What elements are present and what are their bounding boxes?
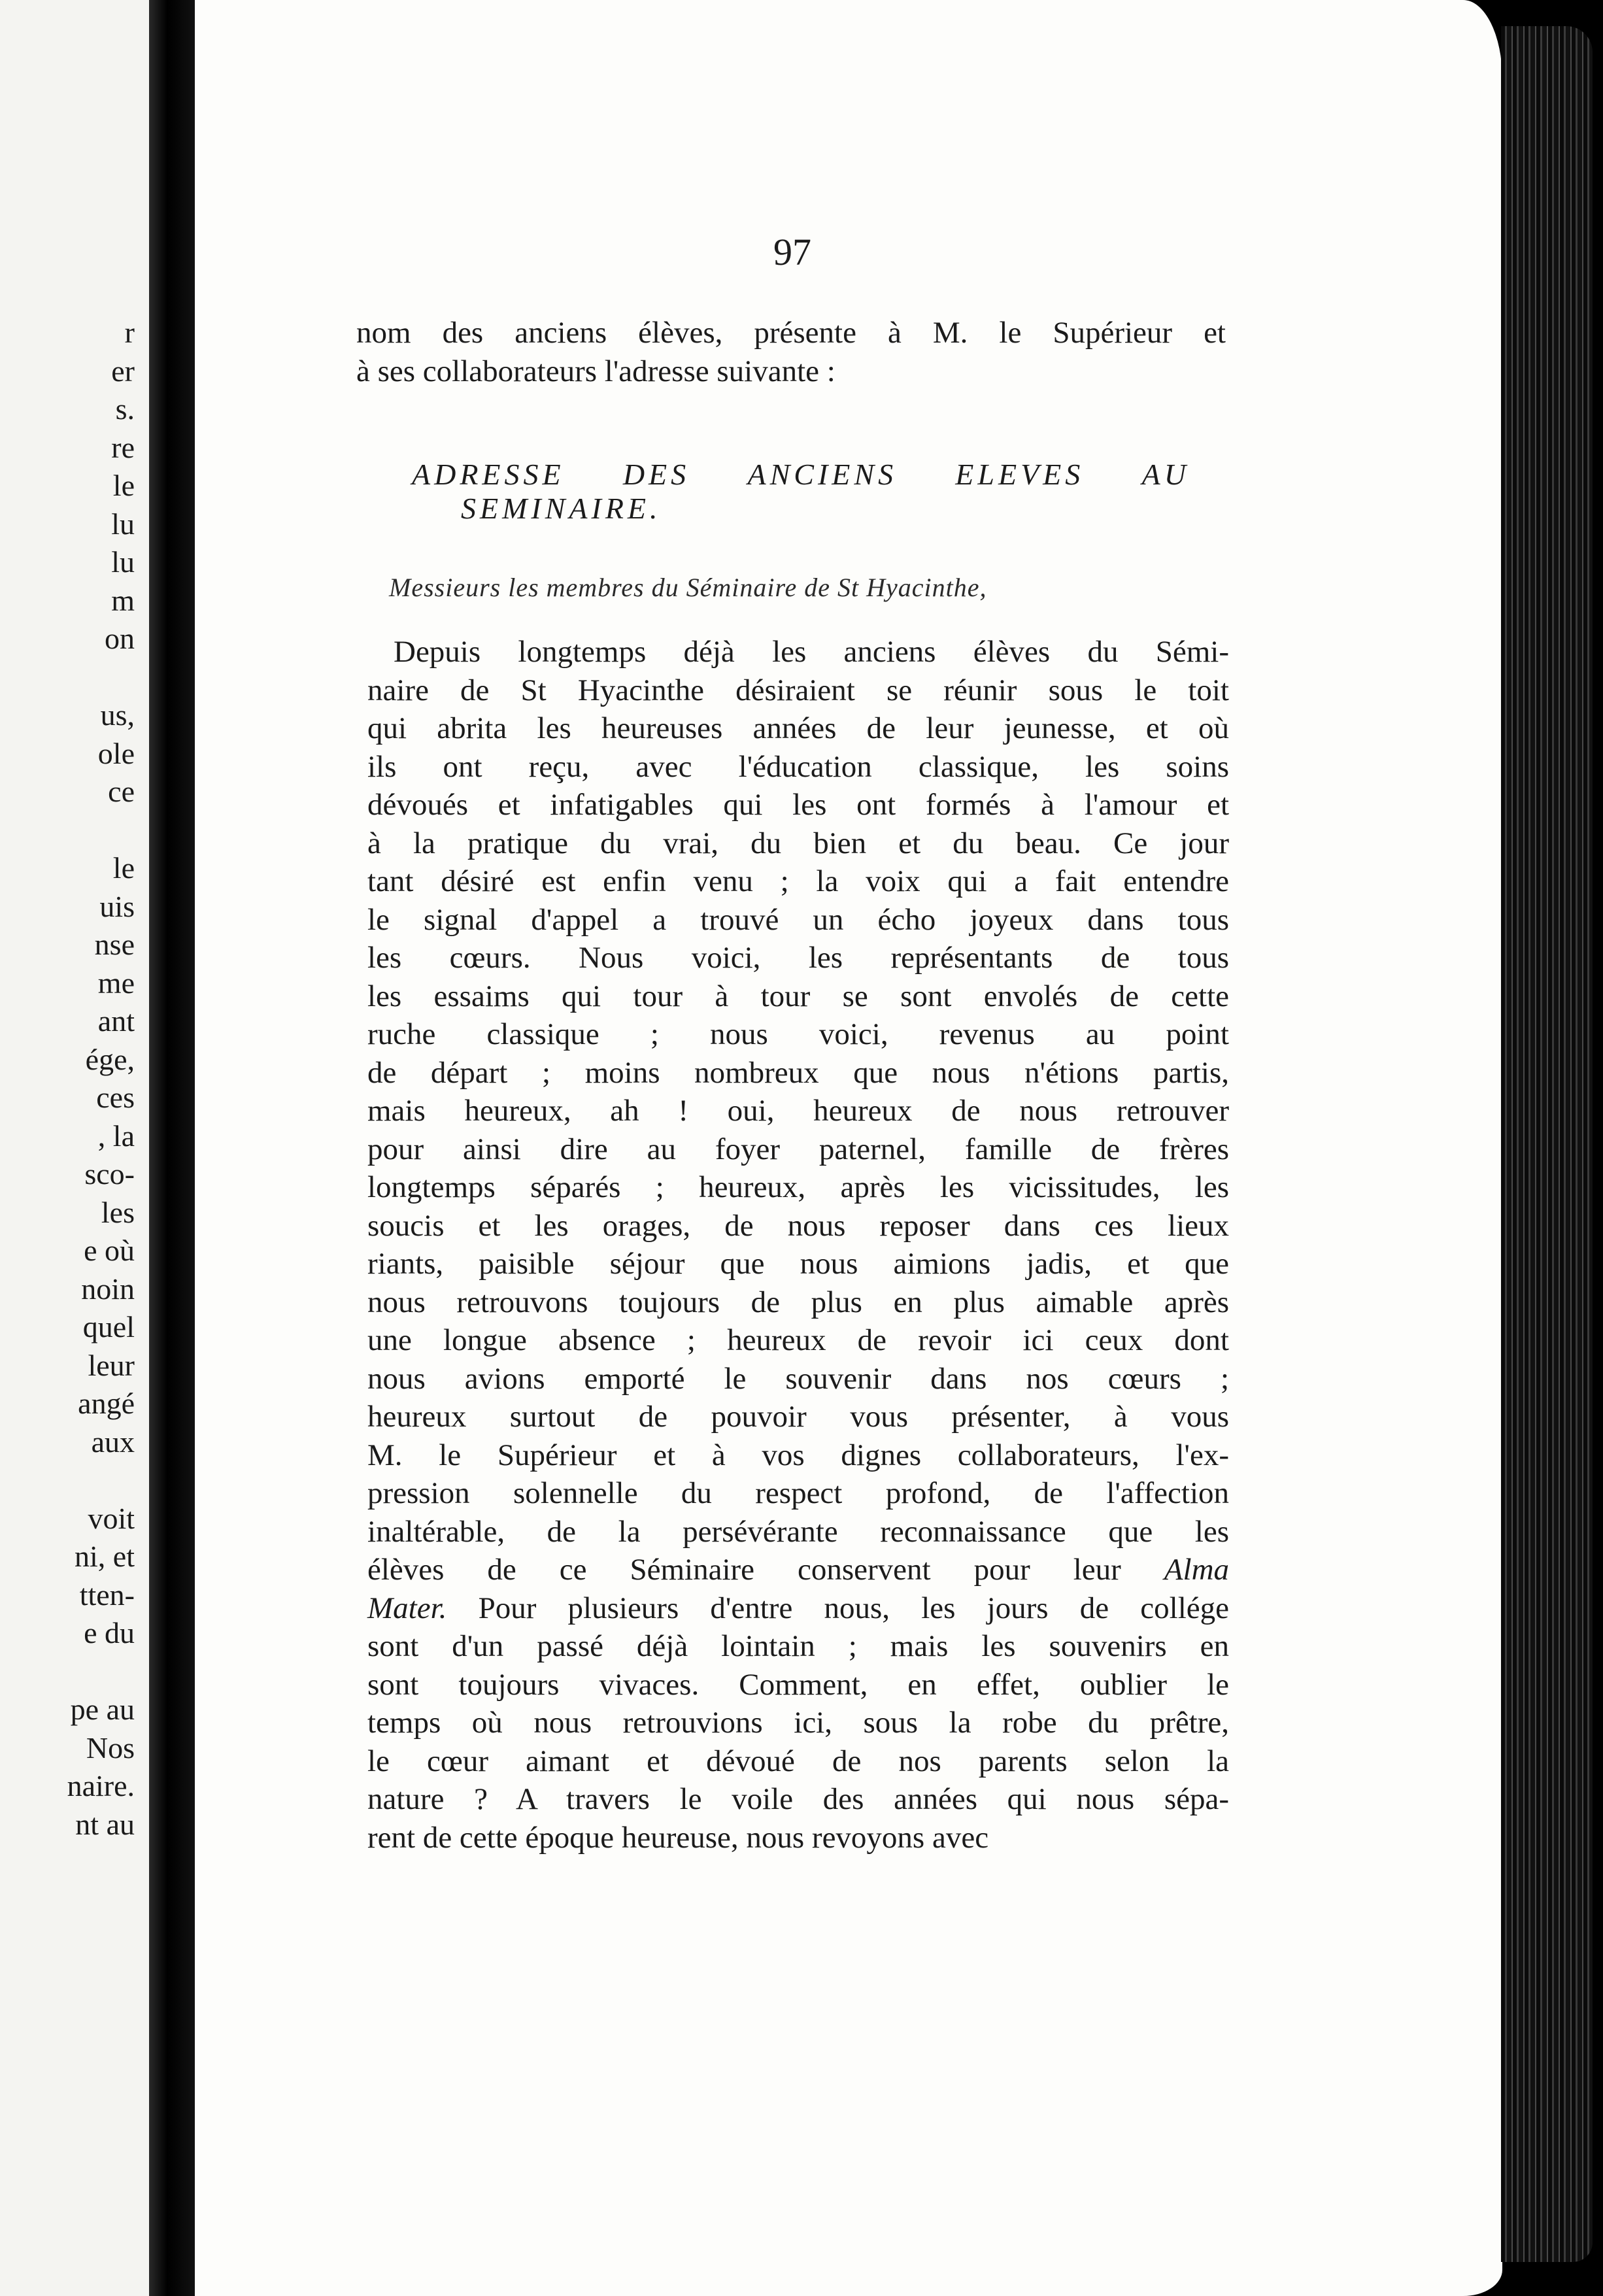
left-page-fragment: s.	[115, 392, 135, 426]
left-page-fragment: noin	[81, 1272, 135, 1306]
left-page-fragment: lu	[111, 507, 135, 541]
left-page-fragment: leur	[88, 1348, 135, 1382]
text-line: le cœur aimant et dévoué de nos parents selon la	[367, 1744, 1229, 1778]
text-line	[367, 1589, 1229, 1628]
text-line: nous retrouvons toujours de plus en plus aimable après	[367, 1285, 1229, 1319]
text-line: les essaims qui tour à tour se sont envolés de cette	[367, 979, 1229, 1013]
left-page-fragment: er	[111, 354, 135, 388]
left-page-fragment: ége,	[85, 1042, 135, 1076]
intro-paragraph	[356, 314, 1226, 390]
left-page-fragment: naire.	[67, 1769, 135, 1802]
text-line: longtemps séparés ; heureux, après les vicissitudes, les	[367, 1170, 1229, 1204]
left-page-fragment: ni, et	[75, 1540, 135, 1573]
left-page-fragment	[0, 658, 149, 697]
left-page-fragment: ces	[96, 1081, 135, 1114]
italic-alma: Alma	[1164, 1553, 1230, 1587]
left-page-fragment: on	[105, 622, 135, 655]
left-page-fragment: ant	[97, 1004, 135, 1038]
text-line: Depuis longtemps déjà les anciens élèves du Sémi-	[394, 635, 1229, 669]
text-line: temps où nous retrouvions ici, sous la robe du prêtre,	[367, 1706, 1229, 1740]
left-page-fragment: angé	[78, 1387, 135, 1420]
left-page-fragment	[0, 1461, 149, 1500]
salutation: Messieurs les membres du Séminaire de St Hyacinthe,	[389, 573, 987, 602]
page-number: 97	[773, 231, 811, 273]
book-gutter	[149, 0, 195, 2296]
italic-mater: Mater.	[367, 1591, 447, 1625]
text-line: pression solennelle du respect profond, de l'affection	[367, 1476, 1229, 1510]
left-page-fragment: quel	[82, 1310, 135, 1343]
text-line: qui abrita les heureuses années de leur jeunesse, et où	[367, 711, 1229, 745]
text-line: pour ainsi dire au foyer paternel, famille de frères	[367, 1132, 1229, 1166]
left-page-text-fragments	[0, 314, 149, 1844]
left-page-fragment: voit	[88, 1501, 135, 1535]
left-page-fragment: ce	[108, 775, 135, 808]
left-page-fragment: le	[112, 469, 135, 502]
text-line: élèves de ce Séminaire conservent pour leur Alma	[367, 1553, 1230, 1587]
section-heading	[412, 458, 1190, 526]
mater-line-rest: Pour plusieurs d'entre nous, les jours de collége	[447, 1591, 1229, 1625]
text-line: rent de cette époque heureuse, nous revoyons avec	[367, 1820, 989, 1855]
text-line: ils ont reçu, avec l'éducation classique, les soins	[367, 749, 1229, 784]
left-page-fragment: m	[111, 583, 135, 617]
left-page-fragment: sco-	[84, 1157, 135, 1190]
left-page-fragment: tten-	[79, 1578, 135, 1612]
left-page-fragment: lu	[111, 545, 135, 579]
left-page-fragment: , la	[97, 1119, 135, 1153]
left-page-fragment: re	[111, 430, 135, 464]
left-facing-page	[0, 0, 149, 2296]
left-page-fragment: e où	[84, 1234, 135, 1267]
left-page-fragment: us,	[100, 698, 135, 732]
text-line: heureux surtout de pouvoir vous présenter, à vous	[367, 1400, 1229, 1434]
text-line: le signal d'appel a trouvé un écho joyeux dans tous	[367, 902, 1229, 937]
left-page-fragment: uis	[99, 889, 135, 923]
heading-line: ADRESSE DES ANCIENS ELEVES AU	[412, 458, 1190, 491]
text-line: inaltérable, de la persévérante reconnaissance que les	[367, 1514, 1229, 1549]
text-line: M. le Supérieur et à vos dignes collaborateurs, l'ex-	[367, 1438, 1229, 1472]
text-line: de départ ; moins nombreux que nous n'étions partis,	[367, 1055, 1229, 1090]
text-line: sont toujours vivaces. Comment, en effet, oublier le	[367, 1667, 1229, 1702]
left-page-fragment	[0, 1653, 149, 1691]
left-page-fragment: aux	[91, 1425, 135, 1459]
left-page-fragment: Nos	[86, 1730, 135, 1764]
text-line: ruche classique ; nous voici, revenus au point	[367, 1017, 1229, 1051]
text-line: nom des anciens élèves, présente à M. le Supérieur et	[356, 316, 1226, 350]
left-page-fragment: e du	[84, 1616, 135, 1649]
text-line: naire de St Hyacinthe désiraient se réunir sous le toit	[367, 673, 1229, 707]
body-paragraph	[367, 633, 1229, 1857]
text-line: tant désiré est enfin venu ; la voix qui a fait entendre	[367, 864, 1229, 898]
left-page-fragment: r	[124, 316, 135, 349]
text-line: à la pratique du vrai, du bien et du beau. Ce jour	[367, 826, 1229, 860]
text-line: dévoués et infatigables qui les ont formés à l'amour et	[367, 788, 1229, 822]
left-page-fragment: ole	[97, 736, 135, 770]
left-page-fragment: pe au	[70, 1693, 135, 1726]
book-fore-edge	[1501, 26, 1593, 2262]
text-line: une longue absence ; heureux de revoir ici ceux dont	[367, 1323, 1229, 1357]
heading-line: SEMINAIRE.	[461, 492, 662, 525]
text-line: nature ? A travers le voile des années qui nous sépa-	[367, 1782, 1229, 1816]
left-page-fragment: les	[101, 1195, 135, 1229]
text-line: sont d'un passé déjà lointain ; mais les souvenirs en	[367, 1629, 1229, 1663]
text-line: riants, paisible séjour que nous aimions jadis, et que	[367, 1247, 1229, 1281]
text-line: soucis et les orages, de nous reposer dans ces lieux	[367, 1208, 1229, 1243]
text-line: à ses collaborateurs l'adresse suivante :	[356, 354, 835, 388]
left-page-fragment: nt au	[75, 1807, 135, 1841]
left-page-fragment: nse	[94, 928, 135, 961]
left-page-fragment: le	[112, 851, 135, 885]
left-page-fragment	[0, 811, 149, 850]
text-line: nous avions emporté le souvenir dans nos cœurs ;	[367, 1361, 1229, 1396]
text-line: mais heureux, ah ! oui, heureux de nous retrouver	[367, 1094, 1229, 1128]
text-line: les cœurs. Nous voici, les représentants de tous	[367, 941, 1229, 975]
left-page-fragment: me	[97, 966, 135, 1000]
